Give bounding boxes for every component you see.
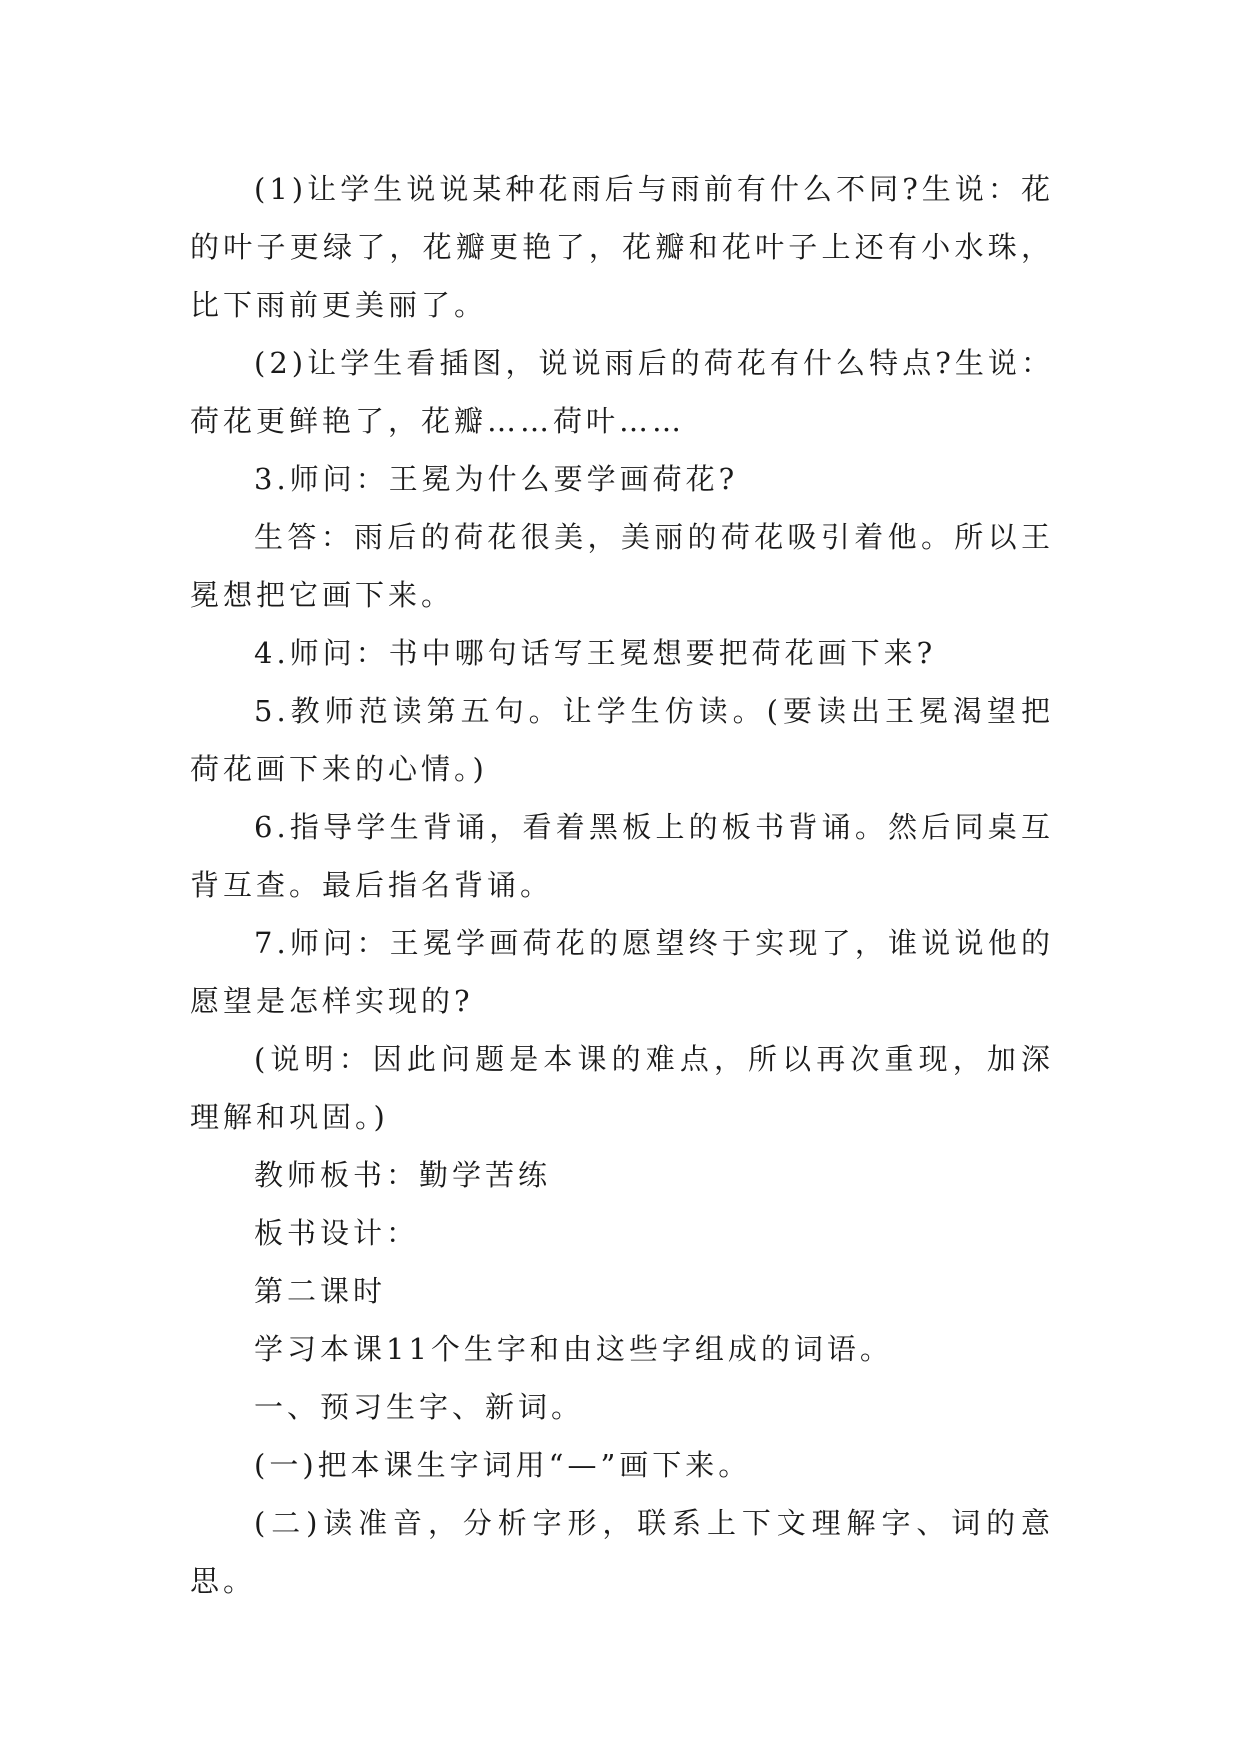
paragraph-5: 4.师问：书中哪句话写王冕想要把荷花画下来? [254,636,937,670]
paragraph-11: 板书设计： [254,1216,420,1250]
paragraph-3: 3.师问：王冕为什么要学画荷花? [254,462,739,496]
paragraph-7: 6.指导学生背诵，看着黑板上的板书背诵。然后同桌互背互查。最后指名背诵。 [190,810,1054,902]
paragraph-6: 5.教师范读第五句。让学生仿读。(要读出王冕渴望把荷花画下来的心情。) [190,694,1054,786]
paragraph-14: 一、预习生字、新词。 [254,1390,585,1424]
paragraph-13: 学习本课11个生字和由这些字组成的词语。 [254,1332,893,1366]
document-body [190,160,1054,1610]
paragraph-9: (说明：因此问题是本课的难点，所以再次重现，加深理解和巩固。) [190,1042,1054,1134]
paragraph-12: 第二课时 [254,1274,387,1308]
paragraph-16: (二)读准音，分析字形，联系上下文理解字、词的意思。 [190,1506,1054,1598]
paragraph-10: 教师板书：勤学苦练 [254,1158,552,1192]
paragraph-8: 7.师问：王冕学画荷花的愿望终于实现了，谁说说他的愿望是怎样实现的? [190,926,1054,1018]
paragraph-4: 生答：雨后的荷花很美，美丽的荷花吸引着他。所以王冕想把它画下来。 [190,520,1054,612]
paragraph-15: (一)把本课生字词用“—”画下来。 [254,1448,752,1482]
paragraph-1: (1)让学生说说某种花雨后与雨前有什么不同?生说：花的叶子更绿了，花瓣更艳了，花瓣和花叶子上还有小水珠，比下雨前更美丽了。 [190,172,1054,322]
paragraph-2: (2)让学生看插图，说说雨后的荷花有什么特点?生说：荷花更鲜艳了，花瓣……荷叶…… [190,346,1054,438]
